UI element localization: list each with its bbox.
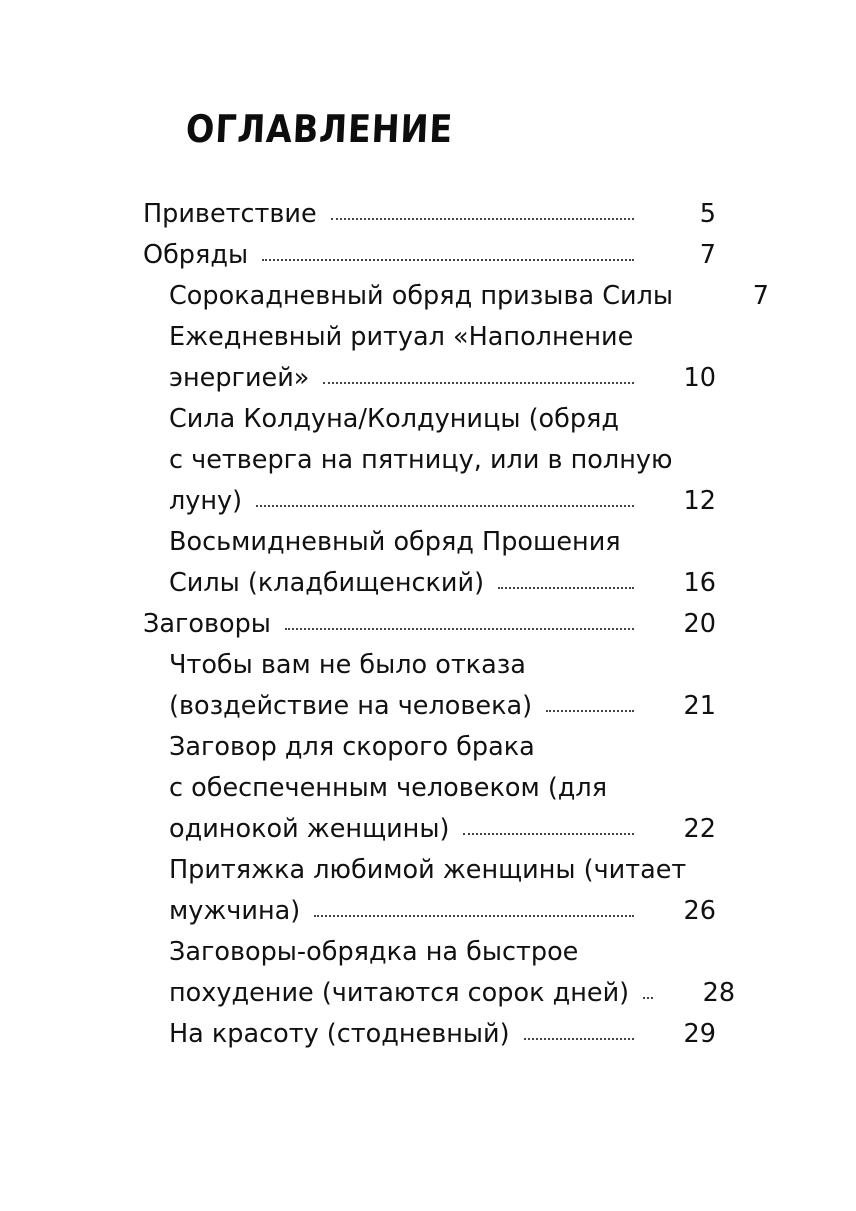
dot-leader: [285, 618, 634, 630]
toc-entry-title-line: одинокой женщины): [169, 814, 450, 844]
toc-entry-row: [0, 1014, 716, 1055]
toc-entry-title-line: Заговоры: [143, 609, 271, 639]
toc-entry-row: [0, 358, 716, 399]
toc-entry-title-line: Восьмидневный обряд Прошения: [169, 527, 621, 557]
toc-entry-title-line: Обряды: [143, 240, 249, 270]
toc-entry: [0, 235, 856, 276]
toc-page-number: 21: [683, 691, 716, 721]
toc-page-number: 7: [752, 281, 770, 311]
toc-entry-row: [0, 686, 716, 727]
toc-entry-title-line: Приветствие: [143, 199, 317, 229]
toc-entry: [0, 194, 856, 235]
toc-entry-row: [0, 481, 716, 522]
dot-leader: [323, 372, 634, 384]
dot-leader: [331, 208, 634, 220]
toc-entry: [0, 1014, 856, 1055]
toc-page-number: 5: [699, 199, 716, 229]
toc-entry-row: [0, 809, 716, 850]
toc-entry-row: [0, 973, 736, 1014]
toc-entry-row: [0, 235, 716, 276]
toc-entry: [0, 399, 856, 522]
toc-entry-title-line: похудение (читаются сорок дней): [169, 978, 630, 1008]
toc-entry-title-line: энергией»: [169, 363, 310, 393]
toc-entry-title-line: (воздействие на человека): [169, 691, 533, 721]
dot-leader: [643, 987, 653, 999]
toc-entry-row: [0, 194, 716, 235]
toc-entry-title-line: Притяжка любимой женщины (читает: [169, 855, 687, 885]
toc-entry: [0, 850, 856, 932]
toc-page-number: 28: [702, 978, 736, 1008]
toc-entry-row: [0, 276, 770, 317]
toc-entry-title-line: Заговор для скорого брака: [169, 732, 535, 762]
toc-entry-title-line: луну): [169, 486, 243, 516]
dot-leader: [463, 823, 634, 835]
toc-entry: [0, 645, 856, 727]
page-title: ОГЛАВЛЕНИЕ: [184, 107, 455, 151]
toc-page-number: 10: [683, 363, 716, 393]
toc-entry-title-line: с обеспеченным человеком (для: [169, 773, 608, 803]
toc-entry-title-line: Сила Колдуна/Колдуницы (обряд: [169, 404, 620, 434]
toc-page-number: 22: [683, 814, 716, 844]
dot-leader: [546, 700, 634, 712]
toc-page-number: 26: [683, 896, 716, 926]
toc-entry-title-line: Сорокадневный обряд призыва Силы: [169, 281, 674, 311]
toc-entry: [0, 727, 856, 850]
toc-entry-title-line: Заговоры-обрядка на быстрое: [169, 937, 579, 967]
toc-entry-title-line: мужчина): [169, 896, 301, 926]
toc-entry-row: [0, 891, 716, 932]
toc-entry: [0, 932, 856, 1014]
toc-entry: [0, 276, 856, 317]
dot-leader: [498, 577, 634, 589]
toc-entry: [0, 604, 856, 645]
toc-entry: [0, 317, 856, 399]
toc-entry-title-line: Силы (кладбищенский): [169, 568, 485, 598]
toc-entry-row: [0, 563, 716, 604]
table-of-contents: [0, 194, 856, 1055]
toc-page-number: 7: [699, 240, 716, 270]
dot-leader: [262, 249, 634, 261]
toc-page-number: 20: [683, 609, 716, 639]
toc-page-number: 16: [683, 568, 716, 598]
toc-entry-title-line: с четверга на пятницу, или в полную: [169, 445, 673, 475]
toc-entry-row: [0, 604, 716, 645]
dot-leader: [524, 1028, 634, 1040]
toc-entry-title-line: На красоту (стодневный): [169, 1019, 510, 1049]
dot-leader: [256, 495, 634, 507]
toc-page-number: 12: [683, 486, 716, 516]
toc-entry: [0, 522, 856, 604]
toc-entry-title-line: Чтобы вам не было отказа: [169, 650, 526, 680]
toc-entry-title-line: Ежедневный ритуал «Наполнение: [169, 322, 634, 352]
dot-leader: [314, 905, 634, 917]
toc-page-number: 29: [683, 1019, 716, 1049]
